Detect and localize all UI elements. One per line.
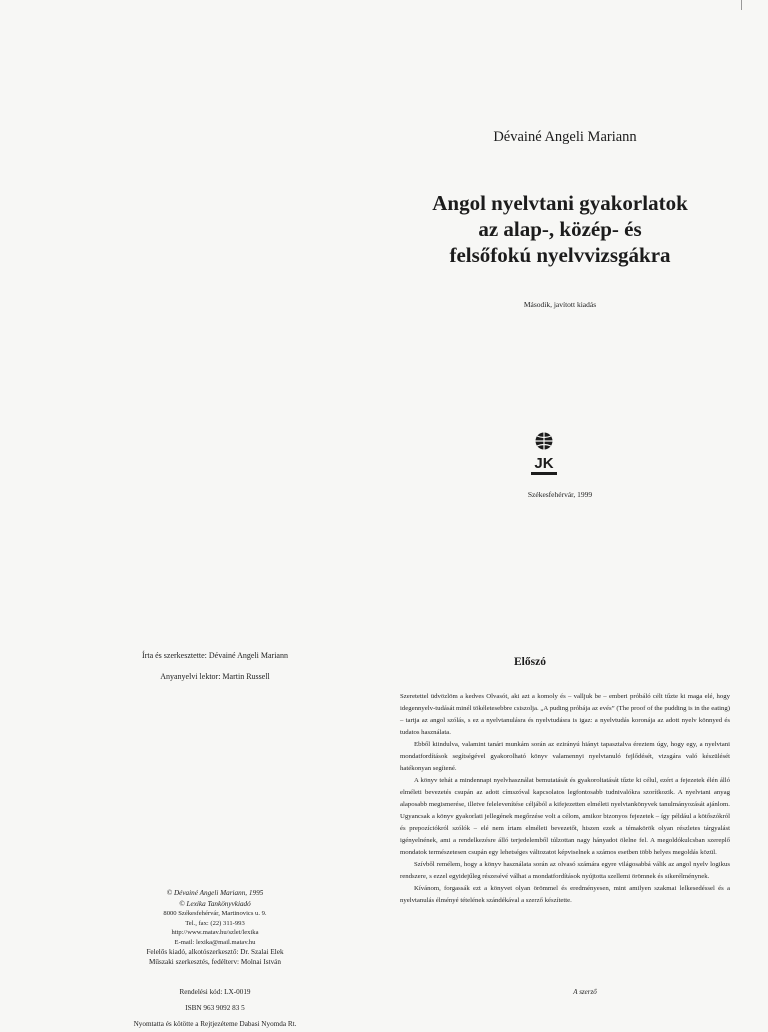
copyright-block (95, 888, 335, 947)
isbn: ISBN 963 9092 83 5 (185, 1004, 245, 1012)
copyright-publisher: © Lexika Tankönyvkiadó (179, 899, 251, 908)
preface-paragraph: Szeretettel üdvözlöm a kedves Olvasót, aki azt a komoly és – valljuk be – emberi próbáló célt tűzte ki maga elé, hogy idegennyelv-tudását minél tökéletesebbre csiszolja. „A puding próbája az evés” (The proof of the pudding is in the eating) – tartja az angol szólás, s ez a nyelvtanulásra és nyelvtudásra is igaz: a nyelvtudás koronája az adott nyelv könnyed és tudatos használata. (400, 693, 730, 736)
credits-block (95, 645, 335, 687)
preface-title: Előszó (514, 656, 546, 668)
preface-text (400, 691, 730, 907)
title-line-1: Angol nyelvtani gyakorlatok (432, 191, 688, 215)
preface-signature: A szerző (573, 988, 597, 996)
title-line-2: az alap-, közép- és (478, 217, 642, 241)
preface-paragraph: A könyv tehát a mindennapi nyelvhasználat bemutatását és gyakoroltatását tűzte ki célul, ezért a fejezetek élén álló elméleti bevezetés csupán az adott címszóval kapcsolatos legfontosabb tudnivalókra szorítkozik. A nyelvtani anyag alaposabb megismerése, illetve felelevenítése céljából a kifejezetten elméleti nyelvtankönyvek tanulmányozását ajánlom. Ugyancsak a könyv gyakorlati jellegének megőrzése volt a célom, amikor bizonyos fejezetek – így például a kötőszókról és prepozíciókról szólók – elé nem írtam elméleti bevezetőt, hiszen ezek a témakörök olyan részletes tárgyalást igényelnének, ami a rendelkezésre álló terjedelemből túlzottan nagy hányadot ölelne fel. A megoldókulcsban szereplő mondatok természetesen csupán egy lehetséges változatot képviselnek a számos esetben több helyes megoldás közül. (400, 777, 730, 856)
copyright-author: © Dévainé Angeli Mariann, 1995 (166, 889, 264, 897)
publisher-address: 8000 Székesfehérvár, Martinovics u. 9. (163, 910, 267, 917)
book-title (390, 190, 730, 268)
publisher-email: E-mail: lexika@mail.matav.hu (174, 938, 256, 946)
publisher-web: http://www.matav.hu/szlet/lexika (171, 929, 259, 936)
preface-paragraph: Ebből kiindulva, valamint tanári munkám során az ezirányú hiányt tapasztalva éreztem úgy, hogy egy, a nyelvtani mondatfordítások segítségével gyakorolható könyv valamennyi nyelvtanuló fejlődését, vizsgára való készülését hatékonyan segítené. (400, 741, 730, 772)
credit-lector: Anyanyelvi lektor: Martin Russell (160, 672, 270, 681)
place-year: Székesfehérvár, 1999 (527, 490, 593, 499)
author-name: Dévainé Angeli Mariann (493, 129, 637, 145)
order-code: Rendelési kód: LX-0019 (179, 988, 251, 996)
codes-block (95, 984, 335, 1032)
preface-paragraph: Szívből remélem, hogy a könyv használata során az olvasó számára egyre világosabbá válik az angol nyelv logikus rendszere, s ezzel egyidejűleg részesévé válhat a mondatfordítások nyújtotta szellemi örömnek és sikerélménynek. (400, 861, 730, 880)
responsible-publisher: Felelős kiadó, alkotószerkesztő: Dr. Szalai Elek (146, 948, 284, 956)
printer-line: Nyomtatta és kötötte a Rejtjezéteme Dabasi Nyomda Rt. (133, 1020, 297, 1028)
logo-text: JK (534, 455, 554, 472)
publisher-phone: Tel., fax: (22) 311-993 (185, 919, 245, 927)
page-edge-mark (741, 0, 742, 10)
lexika-globe-logo-icon (527, 430, 561, 480)
preface-paragraph: Kívánom, forgassák ezt a könyvet olyan örömmel és eredményesen, mint amilyen szakmai lelkesedéssel és a nyelvtanulás élményé tételének szándékával a szerző készítette. (400, 885, 730, 904)
title-line-3: felsőfokú nyelvvizsgákra (449, 243, 671, 267)
credit-author: Írta és szerkesztette: Dévainé Angeli Mariann (142, 651, 288, 660)
edition-note: Második, javított kiadás (523, 300, 597, 309)
technical-editor: Műszaki szerkesztés, fedélterv: Molnai István (149, 957, 281, 966)
publisher-block (80, 948, 350, 967)
